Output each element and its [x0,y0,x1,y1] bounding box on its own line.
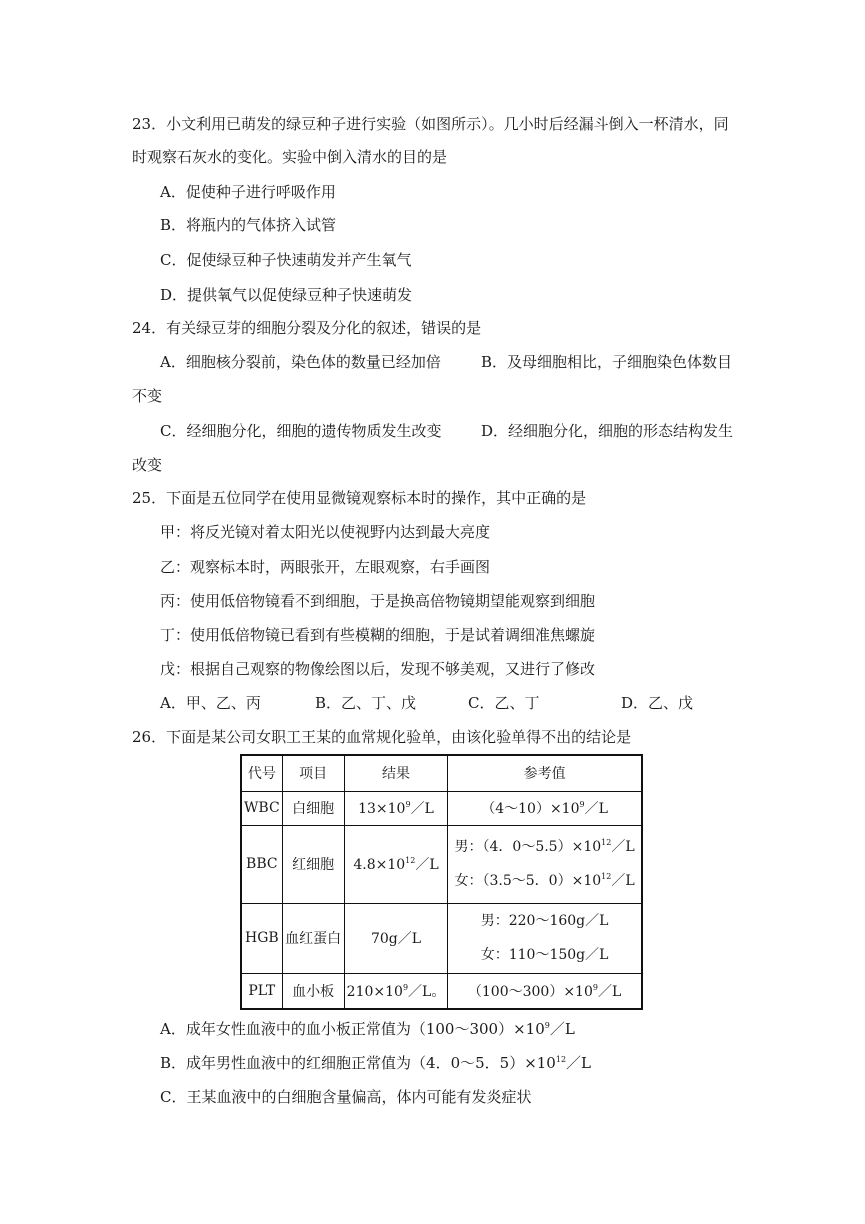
q26-option-b: B．成年男性血液中的红细胞正常值为（4．0～5．$5)\times 10^{12}/L$ [160,1054,592,1072]
reference-male: 男：220～160g／L [480,913,609,929]
q23-option-d: D．提供氧气以促使绿豆种子快速萌发 [160,286,413,304]
cell-reference [448,903,642,973]
q25-stem: 25．下面是五位同学在使用显微镜观察标本时的操作，其中正确的是 [132,489,587,507]
table-row-wbc [241,791,642,825]
cell-result: $4.8\times 10^{12}/L$ [344,825,448,903]
cell-reference [448,825,642,903]
q25-option-d: D．乙、戊 [621,694,694,712]
header-result: 结果 [344,755,448,791]
cell-result: $13\times 10^9/L$ [344,791,448,825]
q23-stem-line1: 23．小文利用已萌发的绿豆种子进行实验（如图所示）。几小时后经漏斗倒入一杯清水，同 [132,115,729,133]
q24-option-a: A．细胞核分裂前，染色体的数量已经加倍 [160,353,441,371]
table-row-rbc [241,825,642,903]
q26-option-c: C．王某血液中的白细胞含量偏高，体内可能有发炎症状 [160,1088,532,1106]
cell-item: 红细胞 [282,825,344,903]
q24-option-d: D．经细胞分化，细胞的形态结构发生 [481,422,734,440]
q24-option-b-continued: 不变 [132,387,163,405]
q24-option-c: C．经细胞分化，细胞的遗传物质发生改变 [160,422,442,440]
q23-option-c: C．促使绿豆种子快速萌发并产生氧气 [160,251,412,269]
q25-item-bing: 丙：使用低倍物镜看不到细胞，于是换高倍物镜期望能观察到细胞 [160,592,596,610]
cell-reference: $(100\sim 300)\times 10^9/L$ [448,973,642,1009]
q25-item-jia: 甲：将反光镜对着太阳光以使视野内达到最大亮度 [160,523,491,541]
q25-item-wu: 戊：根据自己观察的物像绘图以后，发现不够美观，又进行了修改 [160,660,596,678]
cell-result: $210\times 10^9/L$。 [344,973,448,1009]
cell-item: 白细胞 [282,791,344,825]
reference-male: 男：（4．$0\sim 5.5)\times 10^{12}/L$ [454,838,635,855]
q25-option-a: A．甲、乙、丙 [160,694,261,712]
cell-code: PLT [241,973,282,1009]
header-item: 项目 [282,755,344,791]
table-row-plt [241,973,642,1009]
table-header-row [241,755,642,791]
q24-option-row-cd [0,421,865,441]
q24-option-d-continued: 改变 [132,456,163,474]
q25-option-c: C．乙、丁 [468,694,540,712]
blood-test-table [240,754,643,1010]
cell-code: BBC [241,825,282,903]
table-row-hgb [241,903,642,973]
q25-item-yi: 乙：观察标本时，两眼张开，左眼观察，右手画图 [160,558,491,576]
q24-option-row-ab [0,352,865,372]
cell-reference: $(4\sim 10)\times 10^9/L$ [448,791,642,825]
q26-option-a: A．成年女性血液中的血小板正常值为$(100\sim 300)\times 10^9/L$ [160,1020,575,1038]
cell-result: 70g／L [344,903,448,973]
q24-option-b: B．及母细胞相比，子细胞染色体数目 [481,353,733,371]
q23-option-a: A．促使种子进行呼吸作用 [160,183,336,201]
q26-stem: 26．下面是某公司女职工王某的血常规化验单，由该化验单得不出的结论是 [132,728,632,746]
header-reference: 参考值 [448,755,642,791]
reference-female: 女：110～150g／L [480,947,609,963]
header-code: 代号 [241,755,282,791]
q25-option-b: B．乙、丁、戊 [315,694,417,712]
q23-stem-line2: 时观察石灰水的变化。实验中倒入清水的目的是 [132,148,448,166]
cell-item: 血红蛋白 [282,903,344,973]
cell-code: WBC [241,791,282,825]
q25-item-ding: 丁：使用低倍物镜已看到有些模糊的细胞，于是试着调细准焦螺旋 [160,626,596,644]
q24-stem: 24．有关绿豆芽的细胞分裂及分化的叙述，错误的是 [132,319,482,337]
q25-option-row [0,693,865,713]
q23-option-b: B．将瓶内的气体挤入试管 [160,216,337,234]
reference-female: 女：（3.5～5．$0)\times 10^{12}/L$ [454,872,635,889]
cell-item: 血小板 [282,973,344,1009]
cell-code: HGB [241,903,282,973]
